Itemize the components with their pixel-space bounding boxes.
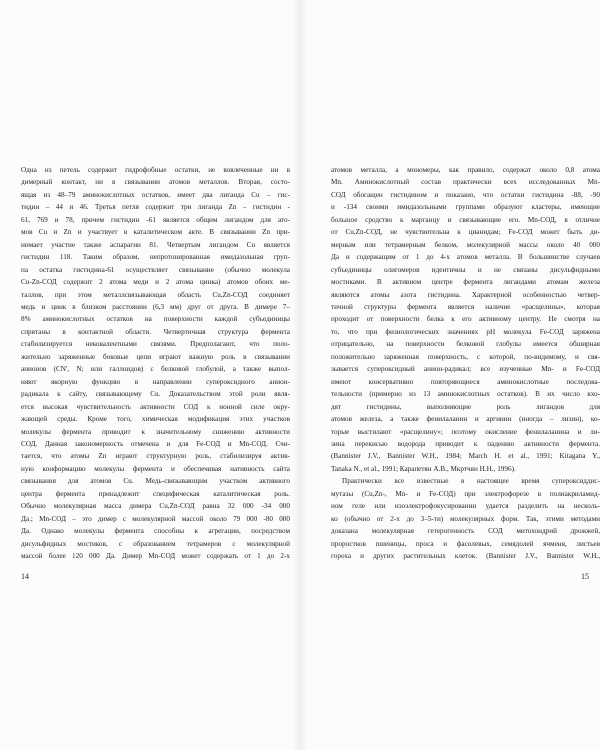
- text-line: субъединицы олигомеров идентичны и не связаны дисульфидными: [331, 265, 600, 274]
- text-line: Одна из петель содержит гидрофобные остатки, не вовлеченные ни в: [21, 166, 290, 174]
- text-line: па остатка гистидина-61 осуществляет связывание (обычно молекула: [21, 265, 290, 274]
- text-line: мов Cu и Zn и участвует в каталитическом акте. В связывании Zn при-: [21, 228, 290, 237]
- text-line: дят гистидины, выполняющие роль лигандов для: [331, 402, 600, 411]
- text-line: тельности (примерно из 13 аминокислотных остатков). В их число вхо-: [331, 390, 600, 399]
- text-line: жительно заряженные боковые цепи играют важную роль в связывании: [21, 352, 290, 361]
- text-line: Практически все известные в настоящее время супероксиддис-: [342, 477, 600, 486]
- text-line: доказана молекулярная гетерогенность СОД митохондрий дрожжей,: [331, 527, 600, 536]
- text-line: Да. Однако молекулы фермента способны к агрегации, посредством: [21, 527, 290, 536]
- text-line: ко (обычно от 2-х до 3–5-ти) молекулярных форм. Так, этими методами: [331, 514, 600, 523]
- text-line: нимает участие также аспарагин 81. Четвертым лигандом Cu является: [21, 240, 290, 249]
- text-line: анионов (CN', N; или галлоидов) с белковой глобулой, а также выпол-: [21, 365, 290, 374]
- text-line: СОД. Данная закономерность отмечена и для Fe-СОД и Mn-СОД. Счи-: [21, 439, 290, 448]
- text-line: атомов железа, а также фенилаланин и аргинин (иногда – лизин), ко-: [331, 415, 600, 424]
- text-line: (Bannister J.V., Bannister W.H., 1984; March H. et al., 1991; Kitagana Y.,: [331, 452, 600, 461]
- text-line: стабилизируется нековалентными связями. Предполагают, что поло-: [21, 340, 290, 349]
- page-number-left: 14: [21, 572, 29, 581]
- text-line: гистидин 118. Таким образом, непротонированная имидазольная груп-: [21, 253, 290, 262]
- text-line: мостиками. В активном центре фермента лигандами атомам железа: [331, 278, 600, 287]
- text-line: центра фермента принадлежит специфическая каталитическая роль.: [21, 489, 290, 498]
- text-line: отрицательно, на поверхности белковой глобулы имеется обширная: [331, 340, 600, 349]
- text-line: большое сродство к марганцу и связывающие его. Mn-СОД, в отличие: [331, 215, 600, 224]
- text-line: зина перекисью водорода приводит к падению активности фермента.: [331, 439, 600, 448]
- text-line: радикала к сайту, связывающему Cu. Доказательством этой роли явля-: [21, 390, 290, 399]
- text-line: положительно заряженная поверхность, с которой, по-видимому, и свя-: [331, 352, 600, 361]
- text-line: таллов, при этом металлсвязывающая область Cu,Zn-СОД соединяет: [21, 290, 290, 299]
- right-page-text: [331, 164, 600, 563]
- left-page-text: [21, 164, 290, 563]
- text-line: ется высокая чувствительность активности СОД к ионной силе окру-: [21, 402, 290, 411]
- text-line: являются атомы азота гистидина. Характерной особенностью четвер-: [331, 290, 600, 299]
- text-line: жающей среды. Кроме того, химическая модификация этих участков: [21, 415, 290, 424]
- text-line: ящая из 48–79 аминокислотных остатков, имеет два лиганда Cu – гис-: [21, 190, 290, 199]
- text-line: Да.; Mn-СОД – это димер с молекулярной массой около 79 000 -80 000: [21, 514, 290, 523]
- text-line: торые выстилают «расщелину»; поэтому окисление фенилаланина и ли-: [331, 427, 600, 436]
- text-line: мутазы (Cu,Zn-, Mn- и Fe-СОД) при электрофорезе в полиакриламид-: [331, 489, 600, 498]
- text-line: дисульфидных мостиков, с образованием тетрамеров с молекулярной: [21, 539, 290, 548]
- text-line: димерный контакт, ни в связывании атомов металлов. Вторая, состо-: [21, 178, 290, 187]
- text-line: проходит от поверхности белка к его активному центру. Не смотря на: [331, 315, 600, 324]
- text-line: от Cu,Zn-СОД, не чувствительна к цианидам; Fe-СОД может быть ди-: [331, 228, 600, 237]
- text-line: спрятаны в контактной области. Четвертичная структура фермента: [21, 327, 290, 336]
- text-line: тичной структуры фермента является наличие «расщелины», которая: [331, 302, 600, 311]
- text-line: Обычно молекулярная масса димера Cu,Zn-СОД равна 32 000 -34 000: [21, 502, 290, 511]
- text-line: ную конформацию молекулы фермента и обеспечивая нативность сайта: [21, 464, 290, 473]
- text-line: 61, 769 и 78, причем гистидин -61 является общим лигандом для ато-: [21, 215, 290, 224]
- text-line: то, что при физиологических значениях pH молекула Fe-СОД заряжена: [331, 327, 600, 336]
- text-line: няют якорную функцию в направлении супероксидного анион-: [21, 377, 290, 386]
- text-line: Tanaka N., et al., 1991; Карапетян А.В., Мкртчян Н.Н., 1996).: [331, 464, 516, 473]
- text-line: массой более 120 000 Да. Димер Mn-СОД может содержать от 1 до 2-х: [21, 552, 290, 561]
- text-line: 8% аминокислотных остатков на поверхности каждой субъединицы: [21, 315, 290, 324]
- text-line: Да и содержащим от 1 до 4-х атомов металла. В большинстве случаев: [331, 253, 600, 262]
- text-line: связывания для атомов Cu. Медь-связывающим участком активного: [21, 477, 290, 486]
- text-line: тидин – 44 и 46. Третья петля содержит три лиганда Zn – гистидин -: [21, 203, 290, 212]
- text-line: Cu-Zn-СОД содержит 2 атома меди и 2 атома цинка) атомов обоих ме-: [21, 278, 290, 287]
- text-line: Mn. Аминокислотный состав практически всех исследованных Mn-: [331, 178, 600, 187]
- text-line: зывается супероксидный анион-радикал; все изученные Mn- и Fe-СОД: [331, 365, 600, 374]
- text-line: мерным или тетрамерным белком, молекулярной массы около 40 000: [331, 240, 600, 249]
- text-line: тается, что атомы Zn играют структурную роль, стабилизируя актив-: [21, 452, 290, 461]
- text-line: молекулы фермента приводит к значительному снижению активности: [21, 427, 290, 436]
- text-line: гороха и других растительных клеток. (Bannister J.V., Bannister W.H.,: [331, 552, 600, 561]
- text-line: ном геле или изоэлектрофокусировании удается разделить на несколь-: [331, 502, 600, 511]
- page-number-right: 15: [581, 572, 589, 581]
- text-line: атомов металла, а мономеры, как правило, содержат около 0,8 атома: [331, 166, 600, 174]
- text-line: проростков пшеницы, проса и фасолевых, семядолей ячменя, листьев: [331, 539, 600, 548]
- text-line: имеют консервативно повторяющиеся аминокислотные последова-: [331, 377, 600, 386]
- book-gutter: [292, 0, 308, 750]
- text-line: медь и цинк в близком расстоянии (6,3 мм) друг от друга. В димере 7–: [21, 302, 290, 311]
- text-line: и -134 своими имидазольными группами образуют кластеры, имеющие: [331, 203, 600, 212]
- text-line: СОД обогащен гистидином и показано, что остатки гистидина -88, -90: [331, 190, 600, 199]
